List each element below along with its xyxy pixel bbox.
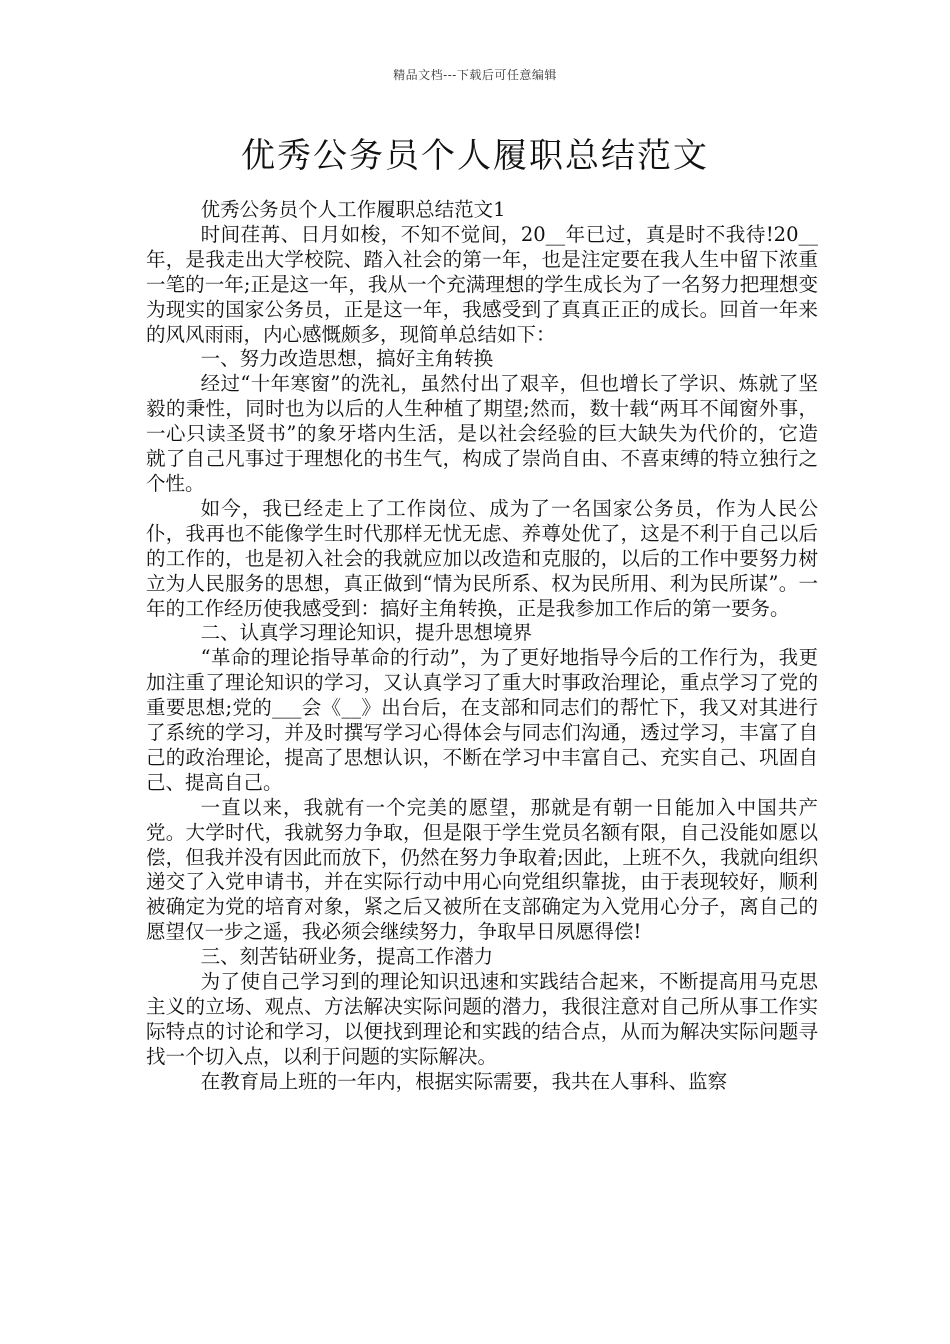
- heading-section-2: 二、认真学习理论知识，提升思想境界: [200, 621, 533, 645]
- paragraph-intro: 时间荏苒、日月如梭，不知不觉间，20__年已过，真是时不我待!20__年，是我走出大学校院、踏入社会的第一年，也是注定要在我人生中留下浓重一笔的一年;正是这一年，我从一个充满理想的学生成长为了一名努力把理想变为现实的国家公务员，正是这一年，我感受到了真真正正的成长。回首一年来的风风雨雨，内心感慨颇多，现简单总结如下：: [146, 222, 818, 346]
- paragraph: 一直以来，我就有一个完美的愿望，那就是有朝一日能加入中国共产党。大学时代，我就努力争取，但是限于学生党员名额有限，自己没能如愿以偿，但我并没有因此而放下，仍然在努力争取着;因此，上班不久，我就向组织递交了入党申请书，并在实际行动中用心向党组织靠拢，由于表现较好，顺利被确定为党的培育对象，紧之后又被所在支部确定为入党用心分子，离自己的愿望仅一步之遥，我必须会继续努力，争取早日夙愿得偿!: [146, 795, 818, 944]
- header-note: 精品文档---下载后可任意编辑: [393, 68, 557, 82]
- paragraph: 在教育局上班的一年内，根据实际需要，我共在人事科、监察: [200, 1069, 728, 1093]
- document-body: [146, 198, 818, 1095]
- paragraph: 经过“十年寒窗”的洗礼，虽然付出了艰辛，但也增长了学识、炼就了坚毅的秉性，同时也为以后的人生种植了期望;然而，数十载“两耳不闻窗外事，一心只读圣贤书”的象牙塔内生活，是以社会经验的巨大缺失为代价的，它造就了自己凡事过于理想化的书生气，构成了崇尚自由、不喜束缚的特立独行之个性。: [146, 372, 818, 495]
- paragraph: 为了使自己学习到的理论知识迅速和实践结合起来，不断提高用马克思主义的立场、观点、方法解决实际问题的潜力，我很注意对自己所从事工作实际特点的讨论和学习，以便找到理论和实践的结合点，从而为解决实际问题寻找一个切入点，以利于问题的实际解决。: [146, 970, 818, 1068]
- section-subtitle: 优秀公务员个人工作履职总结范文1: [200, 198, 506, 221]
- heading-section-3: 三、刻苦钻研业务，提高工作潜力: [200, 945, 494, 969]
- heading-section-1: 一、努力改造思想，搞好主角转换: [200, 347, 494, 371]
- paragraph: 如今，我已经走上了工作岗位、成为了一名国家公务员，作为人民公仆，我再也不能像学生时代那样无忧无虑、养尊处优了，这是不利于自己以后的工作的，也是初入社会的我就应加以改造和克服的，以后的工作中要努力树立为人民服务的思想，真正做到“情为民所系、权为民所用、利为民所谋”。一年的工作经历使我感受到：搞好主角转换，正是我参加工作后的第一要务。: [146, 496, 818, 620]
- paragraph: “革命的理论指导革命的行动”，为了更好地指导今后的工作行为，我更加注重了理论知识的学习，又认真学习了重大时事政治理论，重点学习了党的重要思想;党的___会《__》出台后，在支部和同志们的帮忙下，我又对其进行了系统的学习，并及时撰写学习心得体会与同志们沟通，透过学习，丰富了自己的政治理论，提高了思想认识，不断在学习中丰富自己、充实自己、巩固自己、提高自己。: [146, 646, 818, 794]
- document-title: 优秀公务员个人履职总结范文: [241, 136, 709, 176]
